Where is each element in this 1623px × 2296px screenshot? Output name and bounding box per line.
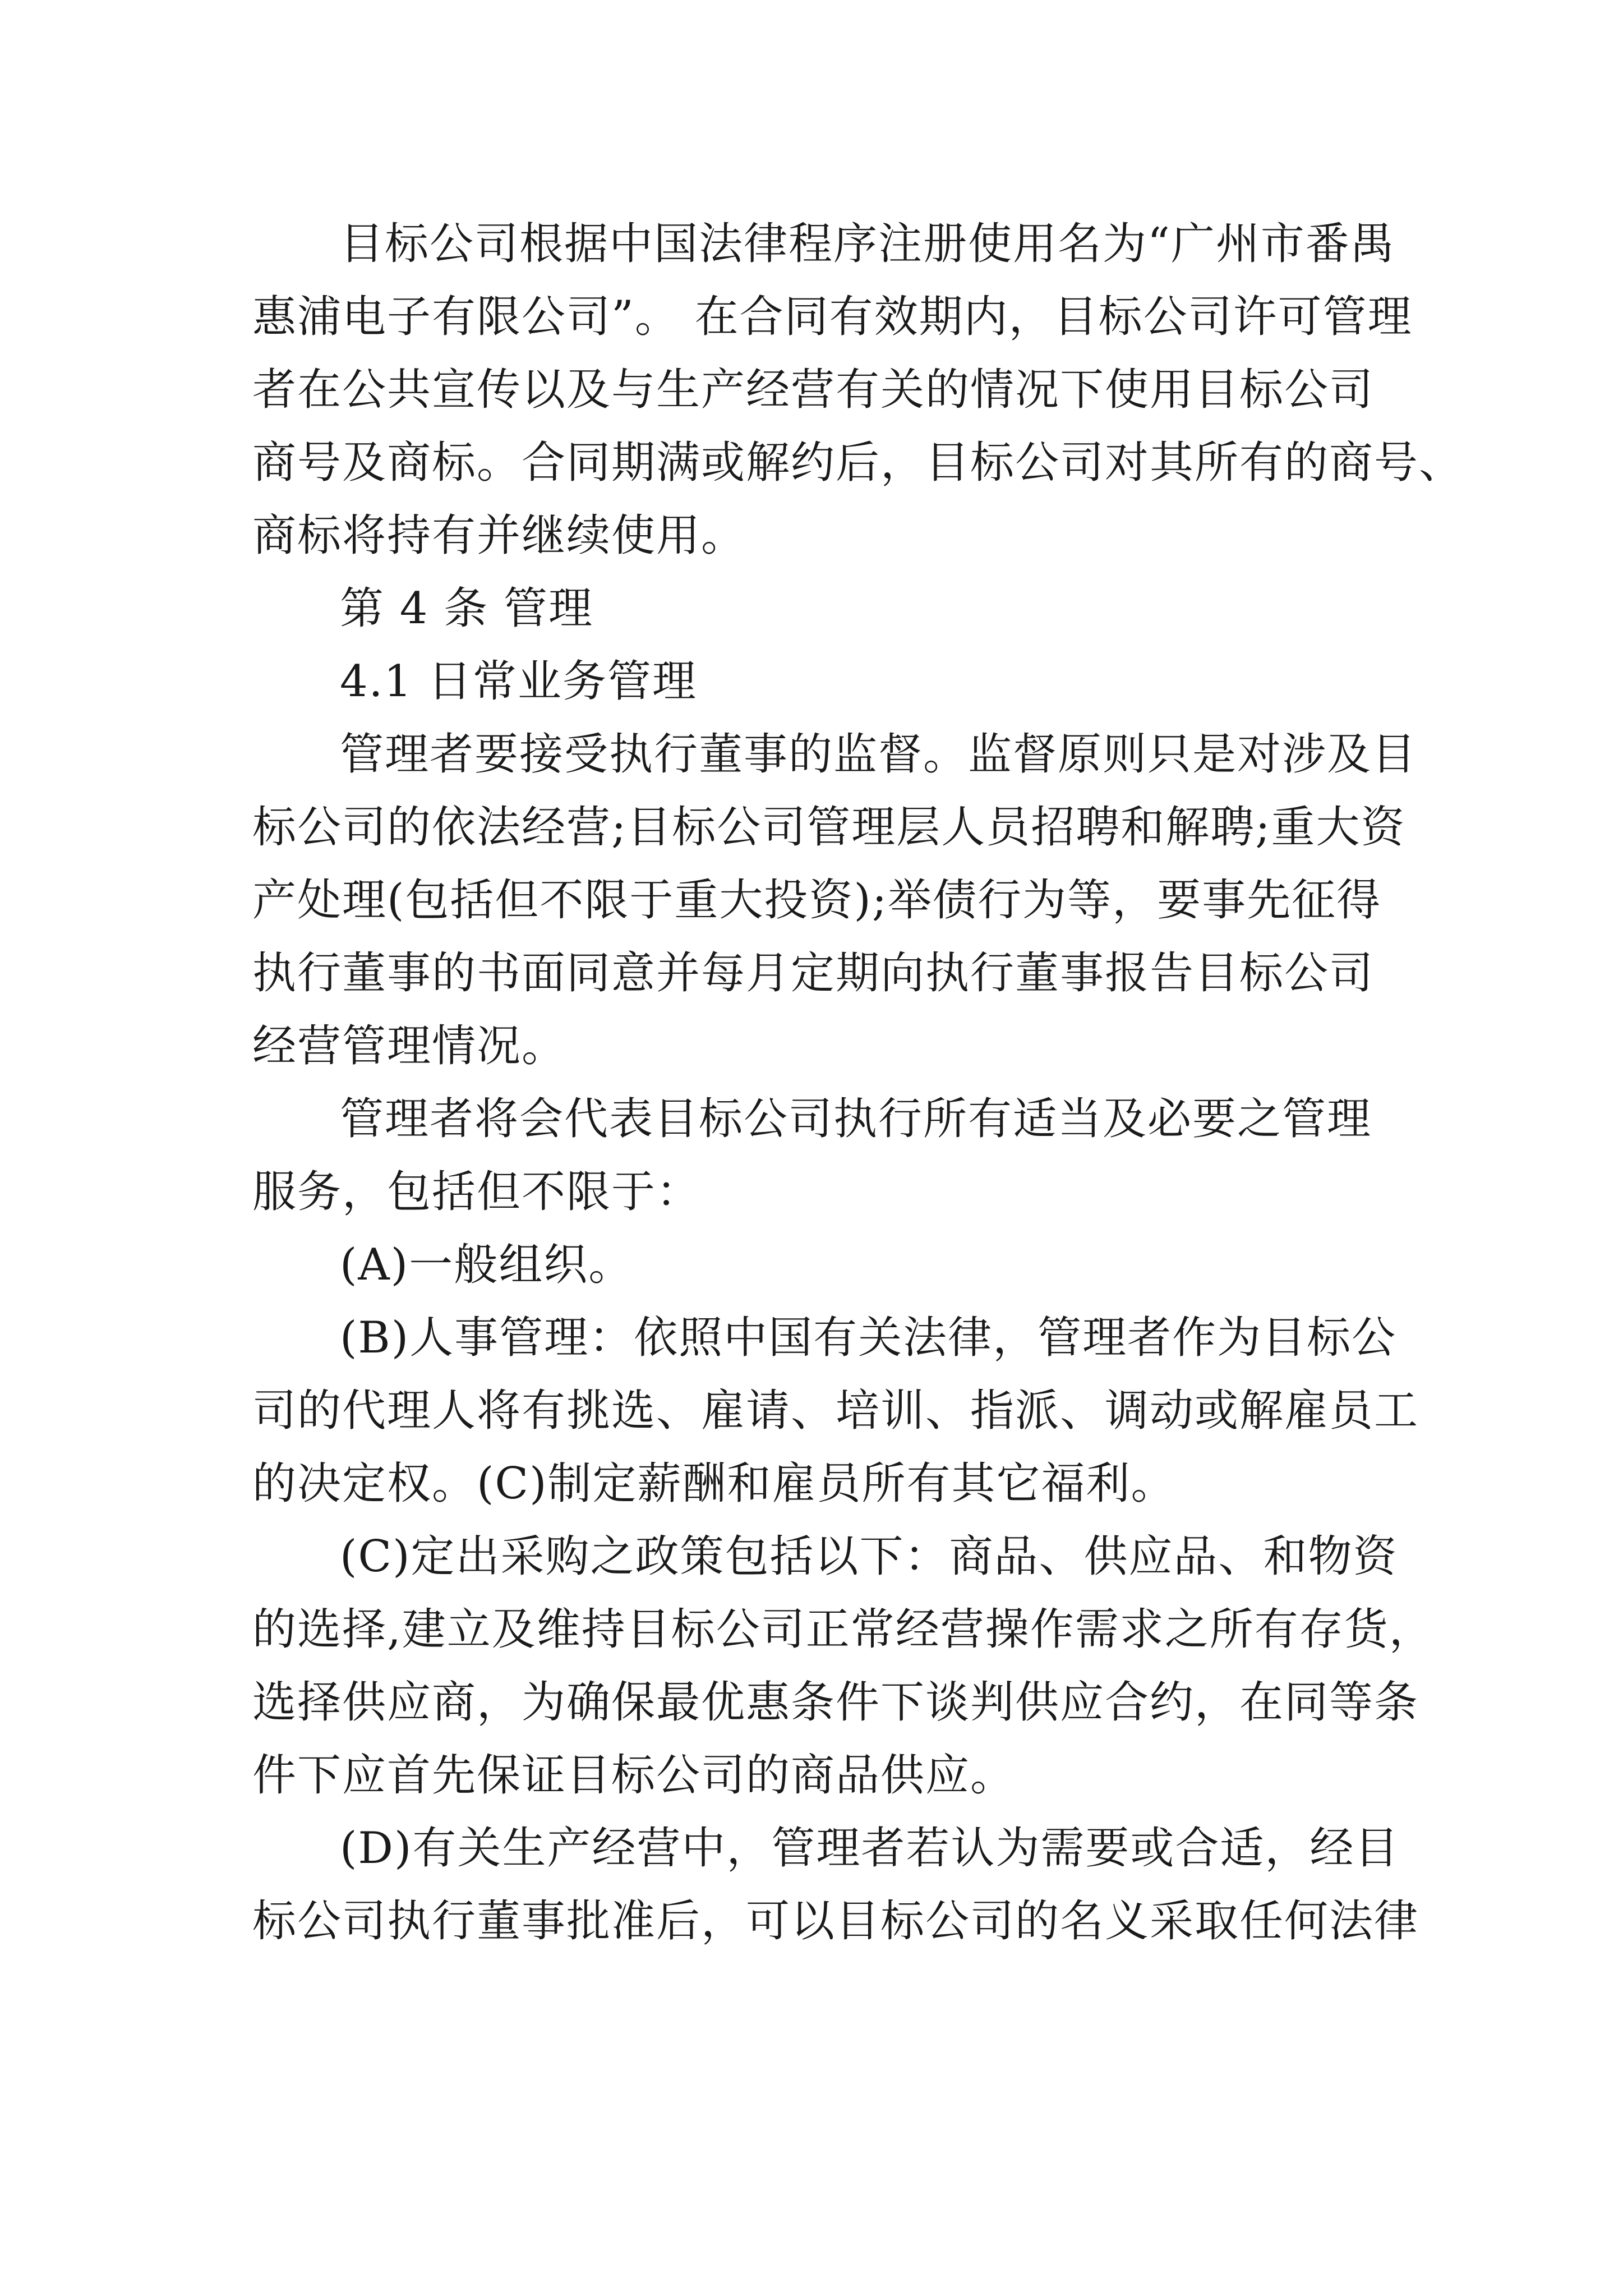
text-line: 商标将持有并继续使用。 <box>252 510 746 561</box>
text-line: 件下应首先保证目标公司的商品供应。 <box>252 1750 1016 1801</box>
text-line: 服务，包括但不限于： <box>252 1167 702 1217</box>
text-line: 管理者将会代表目标公司执行所有适当及必要之管理 <box>340 1094 1372 1144</box>
text-line: 产处理(包括但不限于重大投资);举债行为等，要事先征得 <box>252 875 1382 926</box>
text-line: (D)有关生产经营中，管理者若认为需要或合适，经目 <box>340 1823 1400 1874</box>
text-line: 者在公共宣传以及与生产经营有关的情况下使用目标公司 <box>252 365 1375 415</box>
text-line: 的决定权。(C)制定薪酬和雇员所有其它福利。 <box>252 1458 1176 1509</box>
text-line: 的选择,建立及维持目标公司正常经营操作需求之所有存货， <box>252 1604 1434 1655</box>
text-line: 商号及商标。合同期满或解约后，目标公司对其所有的商号、 <box>252 438 1464 488</box>
document-page <box>252 208 1464 1958</box>
text-line: 管理者要接受执行董事的监督。监督原则只是对涉及目 <box>340 729 1417 780</box>
text-line: 标公司执行董事批准后，可以目标公司的名义采取任何法律 <box>252 1896 1419 1947</box>
paragraph-trade-name <box>252 208 1464 572</box>
paragraph-supervision <box>252 718 1417 1083</box>
text-line: 目标公司根据中国法律程序注册使用名为“广州市番禺 <box>340 219 1395 269</box>
list-item-c <box>252 1520 1434 1812</box>
list-item-a: (A)一般组织。 <box>340 1240 634 1290</box>
text-line: 惠浦电子有限公司”。 在合同有效期内，目标公司许可管理 <box>252 292 1413 342</box>
article-heading: 第 4 条 管理 <box>340 583 594 634</box>
text-line: 司的代理人将有挑选、雇请、培训、指派、调动或解雇员工 <box>252 1386 1419 1436</box>
section-heading: 4.1 日常业务管理 <box>340 656 697 707</box>
text-line: 标公司的依法经营;目标公司管理层人员招聘和解聘;重大资 <box>252 802 1406 853</box>
text-line: (B)人事管理：依照中国有关法律，管理者作为目标公 <box>340 1313 1397 1363</box>
text-line: 执行董事的书面同意并每月定期向执行董事报告目标公司 <box>252 948 1375 999</box>
text-line: 选择供应商，为确保最优惠条件下谈判供应合约，在同等条 <box>252 1677 1419 1728</box>
text-line: (C)定出采购之政策包括以下：商品、供应品、和物资 <box>340 1531 1398 1582</box>
text-line: 经营管理情况。 <box>252 1021 567 1071</box>
paragraph-services <box>252 1083 1391 1228</box>
list-item-d <box>252 1812 1419 1958</box>
list-item-b <box>252 1301 1419 1520</box>
